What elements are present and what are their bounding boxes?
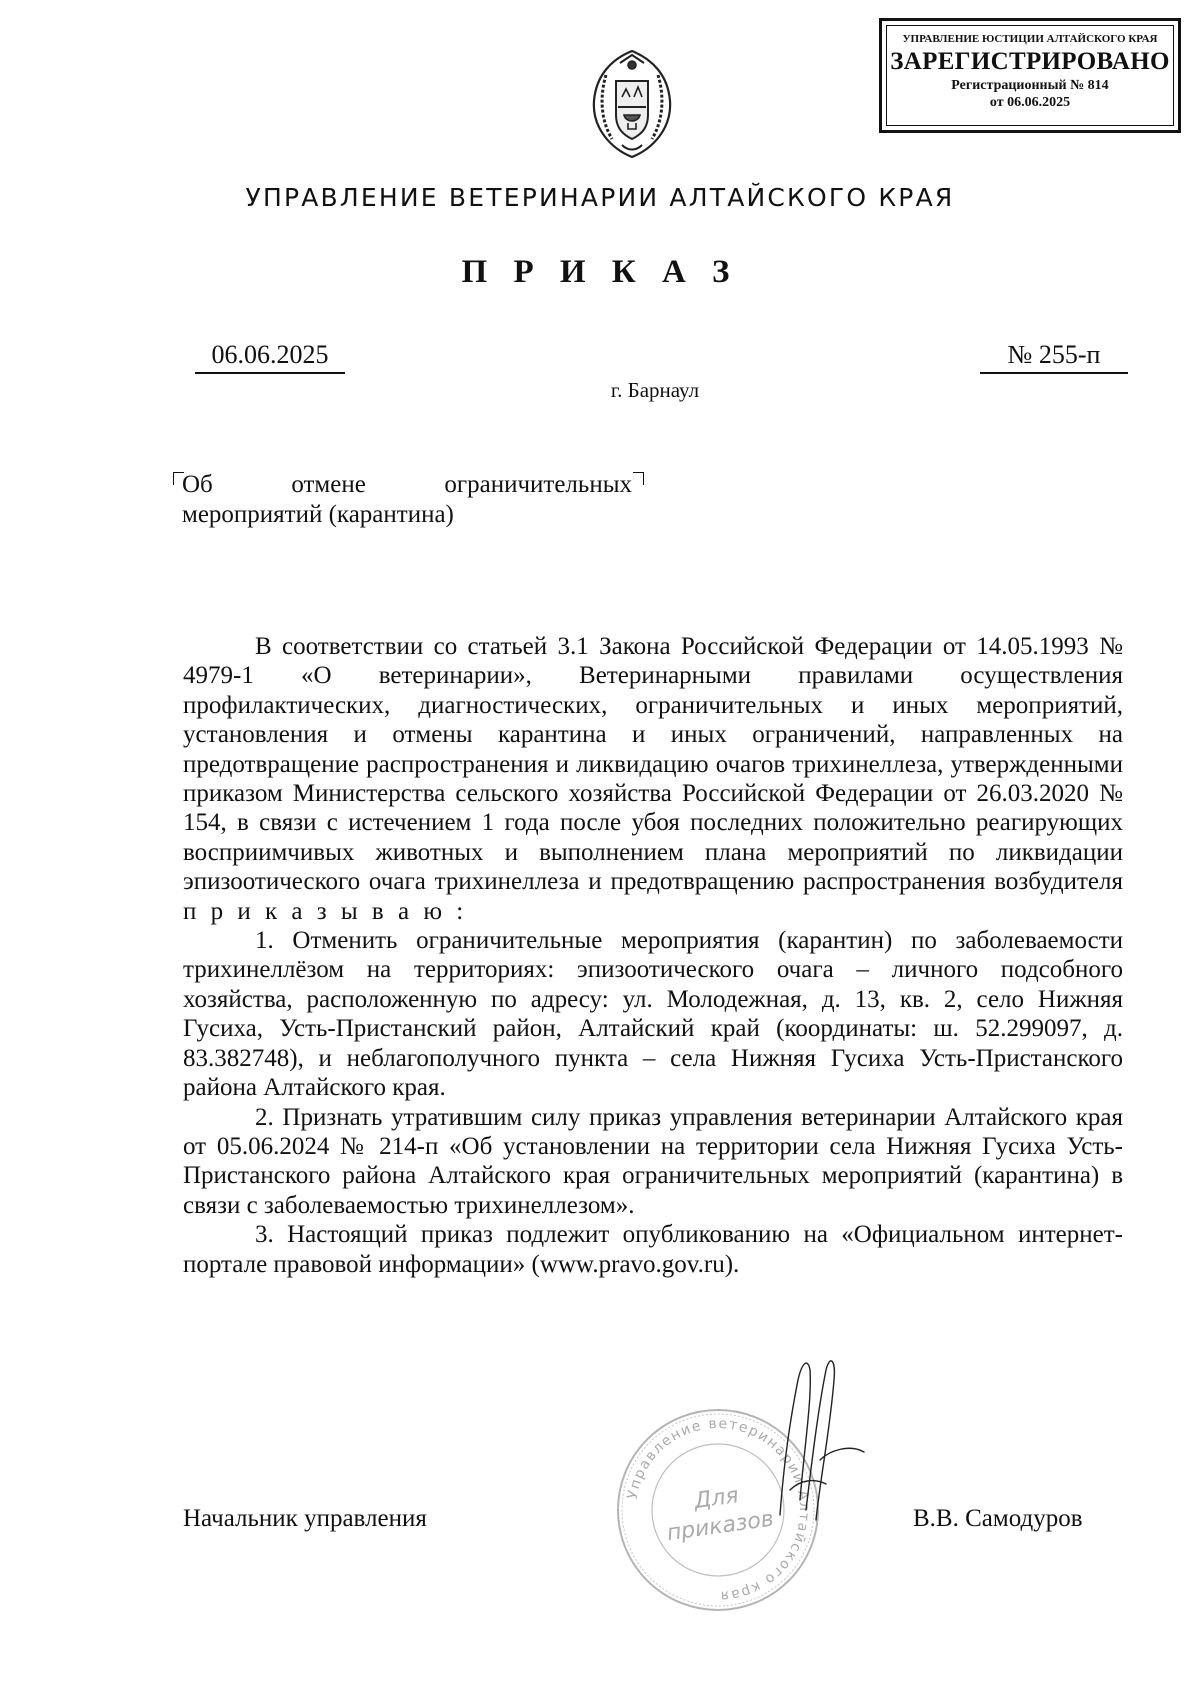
preamble-paragraph	[183, 632, 1123, 926]
document-subject	[182, 470, 632, 530]
registration-stamp-inner-frame	[886, 25, 1174, 126]
subject-line-2: мероприятий (карантина)	[182, 501, 454, 528]
preamble-text: В соответствии со статьей 3.1 Закона Российской Федерации от 14.05.1993 № 4979-1 «О ветеринарии», Ветеринарными правилами осуществления профилактических, диагностических, ограничительных и иных мероприятий, установления и отмены карантина и иных ограничений, направленных на предотвращение распространения и ликвидацию очагов трихинеллеза, утвержденными приказом Министерства сельского хозяйства Российской Федерации от 26.03.2020 № 154, в связи с истечением 1 года после убоя последних положительно реагирующих восприимчивых животных и выполнением плана мероприятий по ликвидации эпизоотического очага трихинеллеза и предотвращению распространения возбудителя	[183, 633, 1123, 896]
document-city: г. Барнаул	[610, 378, 700, 402]
signatory-title: Начальник управления	[183, 1505, 427, 1532]
seal-ring-text: Управление ветеринарии Алтайского края	[624, 1415, 813, 1605]
document-number: № 255-п	[980, 340, 1128, 374]
subject-left-corner-mark	[173, 472, 184, 485]
coat-of-arms-icon	[582, 45, 682, 163]
stamp-organization: УПРАВЛЕНИЕ ЮСТИЦИИ АЛТАЙСКОГО КРАЯ	[902, 33, 1158, 45]
signatory-name: В.В. Самодуров	[913, 1505, 1083, 1532]
stamp-status: ЗАРЕГИСТРИРОВАНО	[890, 48, 1170, 75]
handwritten-signature-icon	[760, 1340, 880, 1530]
subject-right-corner-mark	[633, 472, 644, 485]
document-date: 06.06.2025	[195, 340, 345, 374]
stamp-reg-date: от 06.06.2025	[989, 95, 1071, 110]
item-2-paragraph: 2. Признать утратившим силу приказ управления ветеринарии Алтайского края от 05.06.2024 № 214-п «Об установлении на территории села Нижняя Гусиха Усть-Пристанского района Алтайского края ограничительных мероприятий (карантина) в связи с заболеваемостью трихинеллезом».	[183, 1103, 1123, 1219]
stamp-reg-number: Регистрационный № 814	[951, 78, 1109, 93]
item-3-paragraph: 3. Настоящий приказ подлежит опубликованию на «Официальном интернет-портале правовой информации» (www.pravo.gov.ru).	[183, 1221, 1123, 1278]
document-body	[183, 632, 1123, 1279]
seal-center-line-2: приказов	[665, 1506, 776, 1547]
agency-name: УПРАВЛЕНИЕ ВЕТЕРИНАРИИ АЛТАЙСКОГО КРАЯ	[245, 183, 955, 212]
registration-stamp	[879, 18, 1181, 133]
item-1-paragraph: 1. Отменить ограничительные мероприятия (карантин) по заболеваемости трихинеллёзом на территориях: эпизоотического очага – личного подсобного хозяйства, расположенную по адресу: ул. Молодежная, д. 13, кв. 2, село Нижняя Гусиха, Усть-Пристанский район, Алтайский край (координаты: ш. 52.299097, д. 83.382748), и неблагополучного пункта – села Нижняя Гусиха Усть-Пристанского района Алтайского края.	[183, 927, 1123, 1102]
subject-line-1: Об отмене ограничительных	[182, 471, 632, 498]
seal-center-line-1: Для	[692, 1483, 741, 1515]
command-word: п р и к а з ы в а ю :	[183, 897, 468, 925]
document-type: П Р И К А З	[461, 254, 739, 290]
